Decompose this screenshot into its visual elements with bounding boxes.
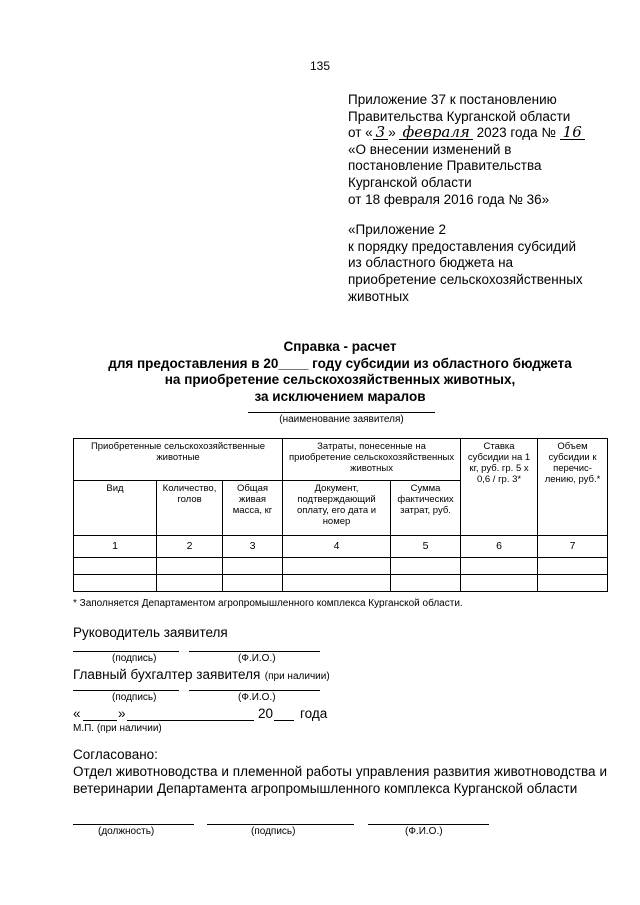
- accountant-note: (при наличии): [264, 671, 330, 682]
- header-weight: Общая живая масса, кг: [223, 481, 283, 536]
- table-cell[interactable]: [74, 575, 157, 592]
- approval-department: Отдел животноводства и племенной работы управления развития животноводства и ветеринарии Департамента агропромышленного комплекса Курганской области: [73, 764, 607, 796]
- fio-caption: (Ф.И.О.): [405, 826, 443, 837]
- applicant-name-caption: (наименование заявителя): [279, 414, 404, 425]
- header-kind: Вид: [74, 481, 157, 536]
- position-line[interactable]: [73, 824, 194, 825]
- appendix-date-line: [348, 125, 608, 142]
- table-cell[interactable]: [391, 558, 461, 575]
- column-number: 2: [157, 536, 223, 558]
- table-cell[interactable]: [283, 558, 391, 575]
- stamp-note: М.П. (при наличии): [73, 723, 162, 734]
- document-title: [40, 339, 640, 405]
- header-document: Документ, подтверждающий оплату, его дата и номер: [283, 481, 391, 536]
- sub-appendix-line: приобретение сельскохозяйственных: [348, 271, 583, 287]
- page-number: 135: [309, 59, 331, 73]
- signature-caption: (подпись): [112, 692, 157, 703]
- column-number: 7: [538, 536, 608, 558]
- head-title: Руководитель заявителя: [73, 625, 228, 640]
- date-day-line[interactable]: [83, 720, 117, 721]
- position-caption: (должность): [98, 826, 155, 837]
- date-mid: »: [388, 125, 396, 141]
- table-cell[interactable]: [461, 558, 538, 575]
- year-suffix: года: [300, 706, 328, 721]
- column-number: 6: [461, 536, 538, 558]
- table-cell[interactable]: [157, 575, 223, 592]
- table-cell[interactable]: [461, 575, 538, 592]
- column-number: 1: [74, 536, 157, 558]
- table-cell[interactable]: [223, 558, 283, 575]
- table-cell[interactable]: [283, 575, 391, 592]
- table-cell[interactable]: [391, 575, 461, 592]
- table-cell[interactable]: [538, 558, 608, 575]
- date-close-quote: »: [118, 706, 126, 721]
- head-fio-line[interactable]: [189, 651, 320, 652]
- header-expenses: Затраты, понесенные на приобретение сельскохозяйственных животных: [283, 439, 461, 481]
- title-line: на приобретение сельскохозяйственных животных,: [164, 372, 516, 388]
- subsidy-table: [73, 438, 608, 592]
- handwritten-number: 16: [560, 126, 585, 140]
- table-cell[interactable]: [223, 575, 283, 592]
- fio-caption: (Ф.И.О.): [238, 692, 276, 703]
- accountant-row: [73, 666, 330, 684]
- accountant-fio-line[interactable]: [189, 690, 320, 691]
- header-animals: Приобретенные сельскохозяйственные животные: [74, 439, 283, 481]
- year-text: 2023 года №: [476, 125, 556, 141]
- appendix-line: «О внесении изменений в: [348, 141, 512, 157]
- column-number: 5: [391, 536, 461, 558]
- fio-caption: (Ф.И.О.): [238, 653, 276, 664]
- accountant-title: Главный бухгалтер заявителя: [73, 667, 261, 682]
- header-rate: Ставка субсидии на 1 кг, руб. гр. 5 х 0,6 / гр. 3*: [461, 439, 538, 536]
- date-year-line[interactable]: [274, 720, 294, 721]
- sub-appendix-line: к порядку предоставления субсидий: [348, 238, 577, 254]
- header-sum: Сумма фактических затрат, руб.: [391, 481, 461, 536]
- table-cell[interactable]: [157, 558, 223, 575]
- appendix-line: Курганской области: [348, 174, 472, 190]
- date-open-quote: «: [73, 706, 81, 721]
- appendix-line: Приложение 37 к постановлению: [348, 92, 557, 107]
- title-line: для предоставления в 20____ году субсидии из областного бюджета: [108, 355, 572, 371]
- accountant-signature-line[interactable]: [73, 690, 179, 691]
- approval-signature-line[interactable]: [207, 824, 354, 825]
- applicant-name-line: [248, 412, 435, 413]
- table-row: [74, 575, 608, 592]
- appendix-line: от 18 февраля 2016 года № 36»: [348, 191, 550, 207]
- head-signature-line[interactable]: [73, 651, 179, 652]
- signature-caption: (подпись): [251, 826, 296, 837]
- table-row: [74, 558, 608, 575]
- table-cell[interactable]: [74, 558, 157, 575]
- title-line: за исключением маралов: [254, 388, 426, 404]
- sub-appendix-line: животных: [348, 288, 409, 304]
- date-prefix: от «: [348, 125, 373, 141]
- column-number: 4: [283, 536, 391, 558]
- appendix-header: [348, 92, 608, 305]
- appendix-line: Правительства Курганской области: [348, 108, 571, 124]
- approval-fio-line[interactable]: [368, 824, 489, 825]
- header-count: Количество, голов: [157, 481, 223, 536]
- title-line: Справка - расчет: [283, 339, 397, 354]
- handwritten-day: 3: [373, 126, 389, 140]
- appendix-line: постановление Правительства: [348, 158, 542, 174]
- table-cell[interactable]: [538, 575, 608, 592]
- sub-appendix-line: из областного бюджета на: [348, 255, 514, 271]
- header-amount: Объем субсидии к перечис-лению, руб.*: [538, 439, 608, 536]
- signature-caption: (подпись): [112, 653, 157, 664]
- footnote: * Заполняется Департаментом агропромышленного комплекса Курганской области.: [73, 598, 463, 609]
- column-number: 3: [223, 536, 283, 558]
- handwritten-month: февраля: [399, 126, 472, 140]
- agreed-label: Согласовано:: [73, 747, 158, 762]
- year-prefix: 20: [258, 706, 274, 721]
- sub-appendix-line: «Приложение 2: [348, 222, 446, 238]
- date-month-line[interactable]: [127, 720, 254, 721]
